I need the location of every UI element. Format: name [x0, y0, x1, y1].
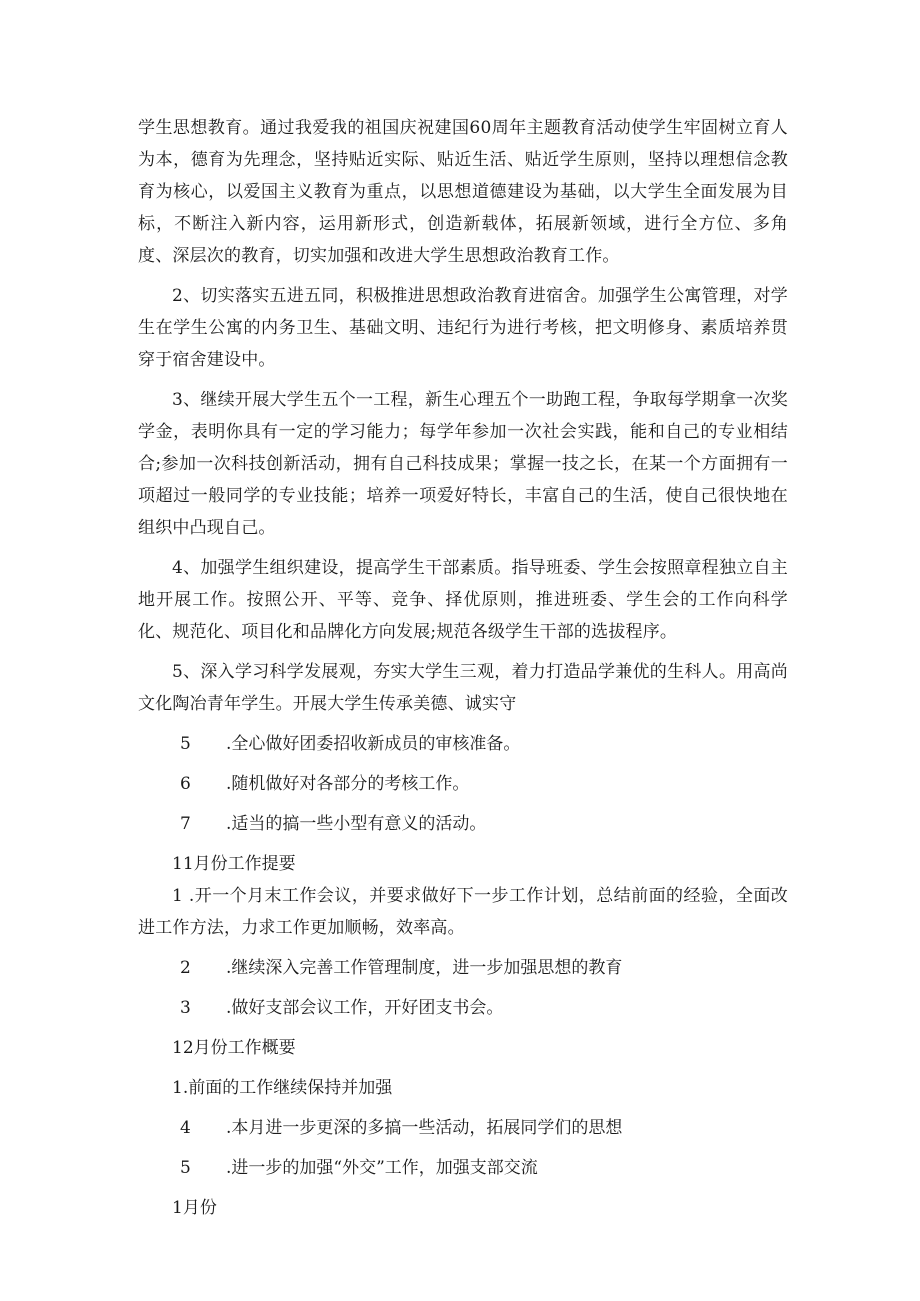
- list-item: [138, 1152, 788, 1184]
- list-item-text: .随机做好对各部分的考核工作。: [226, 774, 470, 794]
- section-heading-december: 12月份工作概要: [172, 1038, 296, 1058]
- list-item-text: .本月进一步更深的多搞一些活动，拓展同学们的思想: [226, 1118, 623, 1138]
- paragraph-item-3: 3、继续开展大学生五个一工程，新生心理五个一助跑工程，争取每学期拿一次奖学金，表明你具有一定的学习能力；每学年参加一次社会实践，能和自己的专业相结合;参加一次科技创新活动，拥有自己科技成果；掌握一技之长，在某一个方面拥有一项超过一般同学的专业技能；培养一项爱好特长，丰富自己的生活，使自己很快地在组织中凸现自己。: [138, 390, 788, 538]
- paragraph-item-4: 4、加强学生组织建设，提高学生干部素质。指导班委、学生会按照章程独立自主地开展工作。按照公开、平等、竞争、择优原则，推进班委、学生会的工作向科学化、规范化、项目化和品牌化方向发展;规范各级学生干部的选拔程序。: [138, 558, 788, 642]
- list-item-number: 5: [180, 1158, 191, 1178]
- list-item-number: 6: [180, 774, 191, 794]
- list-item: [138, 1112, 788, 1144]
- list-item-number: 2: [180, 958, 191, 978]
- section-heading-november: 11月份工作提要: [172, 854, 296, 874]
- list-item: [138, 808, 788, 840]
- list-item-text: .做好支部会议工作，开好团支书会。: [226, 998, 504, 1018]
- list-item: [138, 992, 788, 1024]
- list-item: [138, 768, 788, 800]
- paragraph-november-item-1: 1 .开一个月末工作会议，并要求做好下一步工作计划，总结前面的经验，全面改进工作方法，力求工作更加顺畅，效率高。: [138, 886, 788, 938]
- section-heading-january: 1月份: [172, 1198, 217, 1218]
- list-item-number: 4: [180, 1118, 191, 1138]
- list-item-text: .全心做好团委招收新成员的审核准备。: [226, 734, 521, 754]
- document-body: [138, 112, 788, 1224]
- list-item-text: .进一步的加强“外交”工作，加强支部交流: [226, 1158, 538, 1178]
- list-item: [138, 952, 788, 984]
- paragraph-item-5: 5、深入学习科学发展观，夯实大学生三观，着力打造品学兼优的生科人。用高尚文化陶冶青年学生。开展大学生传承美德、诚实守: [138, 662, 788, 714]
- paragraph-december-item-1: 1.前面的工作继续保持并加强: [172, 1078, 393, 1098]
- list-item-text: .继续深入完善工作管理制度，进一步加强思想的教育: [226, 958, 623, 978]
- list-item-number: 7: [180, 814, 191, 834]
- list-item-number: 5: [180, 734, 191, 754]
- list-item-number: 3: [180, 998, 191, 1018]
- paragraph-intro: 学生思想教育。通过我爱我的祖国庆祝建国60周年主题教育活动使学生牢固树立育人为本，德育为先理念，坚持贴近实际、贴近生活、贴近学生原则，坚持以理想信念教育为核心，以爱国主义教育为重点，以思想道德建设为基础，以大学生全面发展为目标，不断注入新内容，运用新形式，创造新载体，拓展新领域，进行全方位、多角度、深层次的教育，切实加强和改进大学生思想政治教育工作。: [138, 118, 788, 266]
- list-item: [138, 728, 788, 760]
- list-item-text: .适当的搞一些小型有意义的活动。: [226, 814, 487, 834]
- paragraph-item-2: 2、切实落实五进五同，积极推进思想政治教育进宿舍。加强学生公寓管理，对学生在学生公寓的内务卫生、基础文明、违纪行为进行考核，把文明修身、素质培养贯穿于宿舍建设中。: [138, 286, 788, 370]
